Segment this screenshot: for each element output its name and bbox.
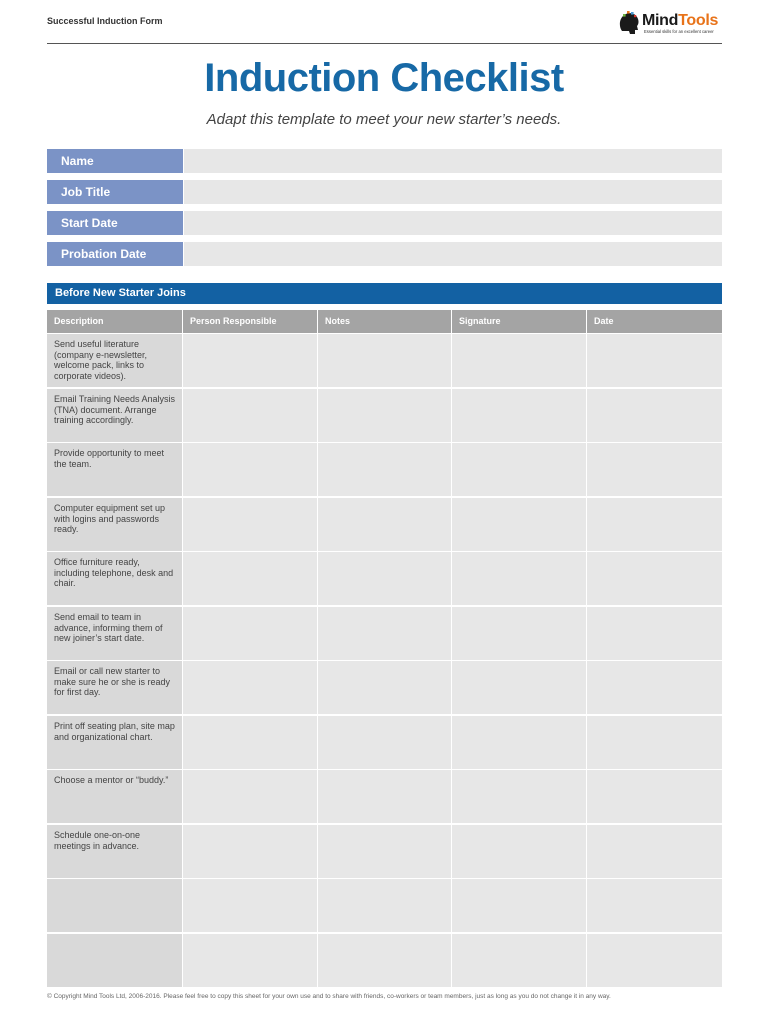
column-header-person-responsible: Person Responsible [183,310,317,333]
signature-cell[interactable] [452,716,586,769]
date-cell[interactable] [587,607,722,660]
column-header-description: Description [47,310,182,333]
description-cell: Schedule one-on-one meetings in advance. [47,825,182,878]
person-responsible-cell[interactable] [183,879,317,932]
date-cell[interactable] [587,825,722,878]
start-date-field[interactable] [184,211,722,235]
description-cell: Computer equipment set up with logins and passwords ready. [47,498,182,551]
form-label: Successful Induction Form [47,16,163,26]
info-row-start-date [47,211,722,235]
person-responsible-cell[interactable] [183,661,317,714]
description-cell: Email or call new starter to make sure he or she is ready for first day. [47,661,182,714]
signature-cell[interactable] [452,498,586,551]
notes-cell[interactable] [318,389,451,442]
date-cell[interactable] [587,334,722,387]
date-cell[interactable] [587,661,722,714]
date-cell[interactable] [587,498,722,551]
signature-cell[interactable] [452,770,586,823]
signature-cell[interactable] [452,389,586,442]
description-cell [47,879,182,932]
signature-cell[interactable] [452,552,586,605]
description-cell: Email Training Needs Analysis (TNA) document. Arrange training accordingly. [47,389,182,442]
probation-date-field[interactable] [184,242,722,266]
notes-cell[interactable] [318,770,451,823]
person-responsible-cell[interactable] [183,498,317,551]
info-label-name: Name [47,149,183,173]
description-cell: Office furniture ready, including telephone, desk and chair. [47,552,182,605]
header-rule [47,43,722,44]
description-cell: Send useful literature (company e-newsletter, welcome pack, links to corporate videos). [47,334,182,387]
name-field[interactable] [184,149,722,173]
person-responsible-cell[interactable] [183,825,317,878]
info-label-start-date: Start Date [47,211,183,235]
notes-cell[interactable] [318,825,451,878]
signature-cell[interactable] [452,607,586,660]
person-responsible-cell[interactable] [183,552,317,605]
column-header-signature: Signature [452,310,586,333]
date-cell[interactable] [587,934,722,987]
info-row-name [47,149,722,173]
person-responsible-cell[interactable] [183,443,317,496]
page-title: Induction Checklist [204,56,564,100]
date-cell[interactable] [587,443,722,496]
head-icon [618,11,640,37]
column-header-date: Date [587,310,722,333]
person-responsible-cell[interactable] [183,389,317,442]
notes-cell[interactable] [318,334,451,387]
signature-cell[interactable] [452,334,586,387]
date-cell[interactable] [587,770,722,823]
info-row-job-title [47,180,722,204]
signature-cell[interactable] [452,661,586,714]
notes-cell[interactable] [318,879,451,932]
signature-cell[interactable] [452,934,586,987]
notes-cell[interactable] [318,443,451,496]
notes-cell[interactable] [318,716,451,769]
notes-cell[interactable] [318,498,451,551]
notes-cell[interactable] [318,661,451,714]
person-responsible-cell[interactable] [183,716,317,769]
description-cell [47,934,182,987]
person-responsible-cell[interactable] [183,770,317,823]
logo-tagline: Essential skills for an excellent career [644,29,714,34]
info-label-job-title: Job Title [47,180,183,204]
notes-cell[interactable] [318,934,451,987]
logo-wordmark [642,12,718,30]
description-cell: Send email to team in advance, informing them of new joiner’s start date. [47,607,182,660]
description-cell: Choose a mentor or “buddy.” [47,770,182,823]
section-title: Before New Starter Joins [47,283,722,304]
person-responsible-cell[interactable] [183,607,317,660]
date-cell[interactable] [587,552,722,605]
page-subtitle: Adapt this template to meet your new starter’s needs. [206,111,562,128]
date-cell[interactable] [587,879,722,932]
person-responsible-cell[interactable] [183,934,317,987]
notes-cell[interactable] [318,607,451,660]
logo-tools: Tools [678,12,719,29]
date-cell[interactable] [587,716,722,769]
date-cell[interactable] [587,389,722,442]
job-title-field[interactable] [184,180,722,204]
info-row-probation-date [47,242,722,266]
description-cell: Provide opportunity to meet the team. [47,443,182,496]
person-responsible-cell[interactable] [183,334,317,387]
description-cell: Print off seating plan, site map and organizational chart. [47,716,182,769]
info-label-probation-date: Probation Date [47,242,183,266]
signature-cell[interactable] [452,879,586,932]
signature-cell[interactable] [452,825,586,878]
logo-mind: Mind [642,12,679,29]
copyright-footer: © Copyright Mind Tools Ltd, 2006-2016. Please feel free to copy this sheet for your own use and to share with friends, co-workers or team members, just as long as you do not change it in any way. [47,993,611,1000]
column-header-notes: Notes [318,310,451,333]
notes-cell[interactable] [318,552,451,605]
mindtools-logo [618,10,724,38]
signature-cell[interactable] [452,443,586,496]
